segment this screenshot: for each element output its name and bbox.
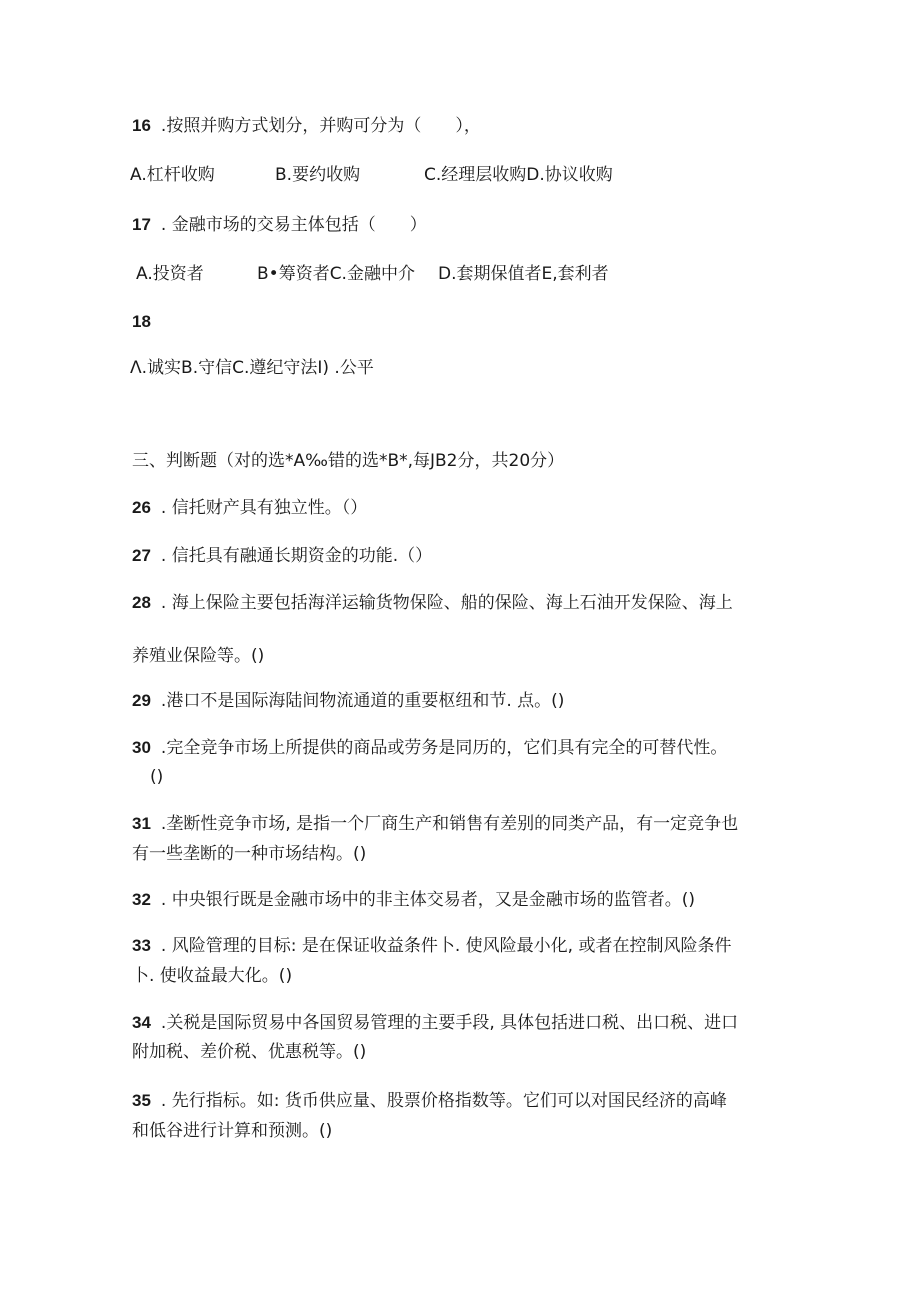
item-33-continued: 卜. 使收益最大化。() <box>132 966 293 986</box>
item-31-continued: 有一些垄断的一种市场结构。() <box>132 844 367 864</box>
item-27 <box>132 544 432 568</box>
question-text: . 金融市场的交易主体包括（ ） <box>160 215 427 235</box>
item-number: 32 <box>132 890 151 909</box>
item-30-continued: () <box>150 767 164 787</box>
item-text: . 信托具有融通长期资金的功能.（） <box>160 546 433 566</box>
item-26 <box>132 496 367 520</box>
option-b: B.要约收购 <box>275 165 361 185</box>
question-17 <box>132 213 427 237</box>
question-number: 17 <box>132 215 151 234</box>
item-31 <box>132 812 738 836</box>
options-18: Λ.诚实B.守信C.遵纪守法I) .公平 <box>130 358 374 378</box>
item-text: .港口不是国际海陆间物流通道的重要枢纽和节. 点。() <box>160 691 565 711</box>
item-32 <box>132 888 695 912</box>
question-18 <box>132 310 151 334</box>
item-35-continued: 和低谷进行计算和预测。() <box>132 1121 333 1141</box>
question-16 <box>132 114 481 138</box>
item-text: . 先行指标。如: 货币供应量、股票价格指数等。它们可以对国民经济的高峰 <box>160 1091 727 1111</box>
item-29 <box>132 689 564 713</box>
item-text: . 信托财产具有独立性。（） <box>160 498 368 518</box>
item-number: 28 <box>132 593 151 612</box>
item-number: 30 <box>132 738 151 757</box>
item-28 <box>132 591 733 615</box>
item-number: 33 <box>132 936 151 955</box>
option-a: A.杠杆收购 <box>130 165 215 185</box>
question-number: 16 <box>132 116 151 135</box>
item-text: . 海上保险主要包括海洋运输货物保险、船的保险、海上石油开发保险、海上 <box>160 593 733 613</box>
option-c-d: C.经理层收购D.协议收购 <box>424 165 613 185</box>
section-heading: 三、判断题（对的选*A‰错的选*B*,每JB2分，共20分） <box>132 451 565 471</box>
item-number: 34 <box>132 1013 151 1032</box>
item-30 <box>132 736 727 760</box>
item-number: 27 <box>132 546 151 565</box>
option-d-e: D.套期保值者E,套利者 <box>438 264 609 284</box>
item-text: .关税是国际贸易中各国贸易管理的主要手段, 具体包括进口税、出口税、进口 <box>160 1013 739 1033</box>
option-b-c: B•筹资者C.金融中介 <box>257 264 415 284</box>
item-text: . 中央银行既是金融市场中的非主体交易者，又是金融市场的监管者。() <box>160 890 695 910</box>
item-35 <box>132 1089 727 1113</box>
item-number: 35 <box>132 1091 151 1110</box>
item-number: 26 <box>132 498 151 517</box>
item-33 <box>132 934 731 958</box>
item-text: .垄断性竞争市场, 是指一个厂商生产和销售有差别的同类产品，有一定竞争也 <box>160 814 739 834</box>
question-text: .按照并购方式划分，并购可分为（ ）， <box>160 116 481 136</box>
item-28-continued: 养殖业保险等。() <box>132 646 265 666</box>
item-number: 31 <box>132 814 151 833</box>
item-34 <box>132 1011 738 1035</box>
item-text: .完全竞争市场上所提供的商品或劳务是同历的，它们具有完全的可替代性。 <box>160 738 728 758</box>
item-text: . 风险管理的目标: 是在保证收益条件卜. 使风险最小化, 或者在控制风险条件 <box>160 936 732 956</box>
option-a: A.投资者 <box>136 264 204 284</box>
question-number: 18 <box>132 312 151 331</box>
item-34-continued: 附加税、差价税、优惠税等。() <box>132 1042 367 1062</box>
item-number: 29 <box>132 691 151 710</box>
